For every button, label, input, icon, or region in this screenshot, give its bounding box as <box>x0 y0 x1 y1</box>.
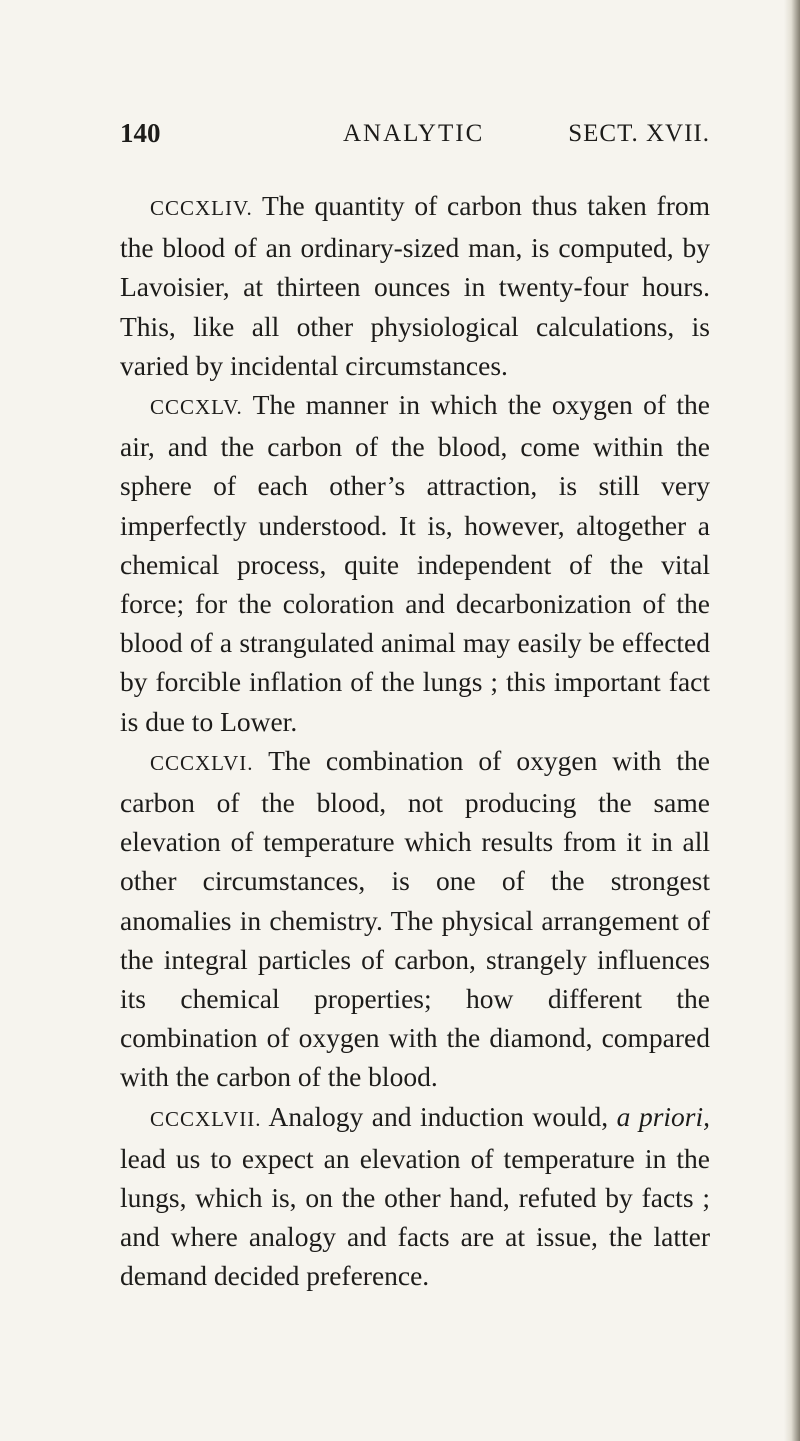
page-number: 140 <box>120 118 161 148</box>
paragraph-346 <box>120 741 710 1097</box>
paragraph-text: Analogy and induction would, <box>261 1100 617 1132</box>
paragraph-number: CCCXLVI. <box>150 750 254 775</box>
paragraph-345 <box>120 385 710 741</box>
paragraph-number: CCCXLIV. <box>150 196 253 220</box>
paragraph-347 <box>120 1097 710 1296</box>
paragraph-number: CCCXLV. <box>150 395 243 420</box>
italic-phrase: a priori, <box>616 1100 710 1132</box>
paragraph-text: The combination of oxygen with the carbon of the blood, not producing the same elevation of temperature which results from it in all other circumstances, is one of the strongest anomalies in chemistry. The physical arrangement of the integral particles of carbon, strangely influences its chemical properties; how different the combination of oxygen with the diamond, compared with the carbon of the blood. <box>120 744 710 1093</box>
running-head <box>120 118 710 158</box>
paragraph-text: The manner in which the oxygen of the air, and the carbon of the blood, come within the sphere of each other’s attraction, is still very imperfectly understood. It is, however, altogether a chemical process, quite independent of the vital force; for the coloration and decarbonization of the blood of a strangulated animal may easily be effected by forcible inflation of the lungs ; this important fact is due to Lower. <box>120 389 710 737</box>
paragraph-text-continued: lead us to expect an elevation of temperature in the lungs, which is, on the other hand, refuted by facts ; and where analogy and facts are at issue, the latter demand decided preference. <box>120 1142 710 1292</box>
paragraph-number: CCCXLVII. <box>150 1106 262 1131</box>
page-edge-shadow <box>784 0 800 1441</box>
paragraph-344 <box>120 186 710 385</box>
paragraph-text: The quantity of carbon thus taken from the blood of an ordinary-sized man, is computed, by Lavoisier, at thirteen ounces in twenty-four hours. This, like all other physiological calculations, is varied by incidental circumstances. <box>120 190 710 381</box>
section-label: SECT. XVII. <box>568 120 710 147</box>
body-text <box>120 186 710 1296</box>
running-title: ANALYTIC <box>343 120 485 147</box>
